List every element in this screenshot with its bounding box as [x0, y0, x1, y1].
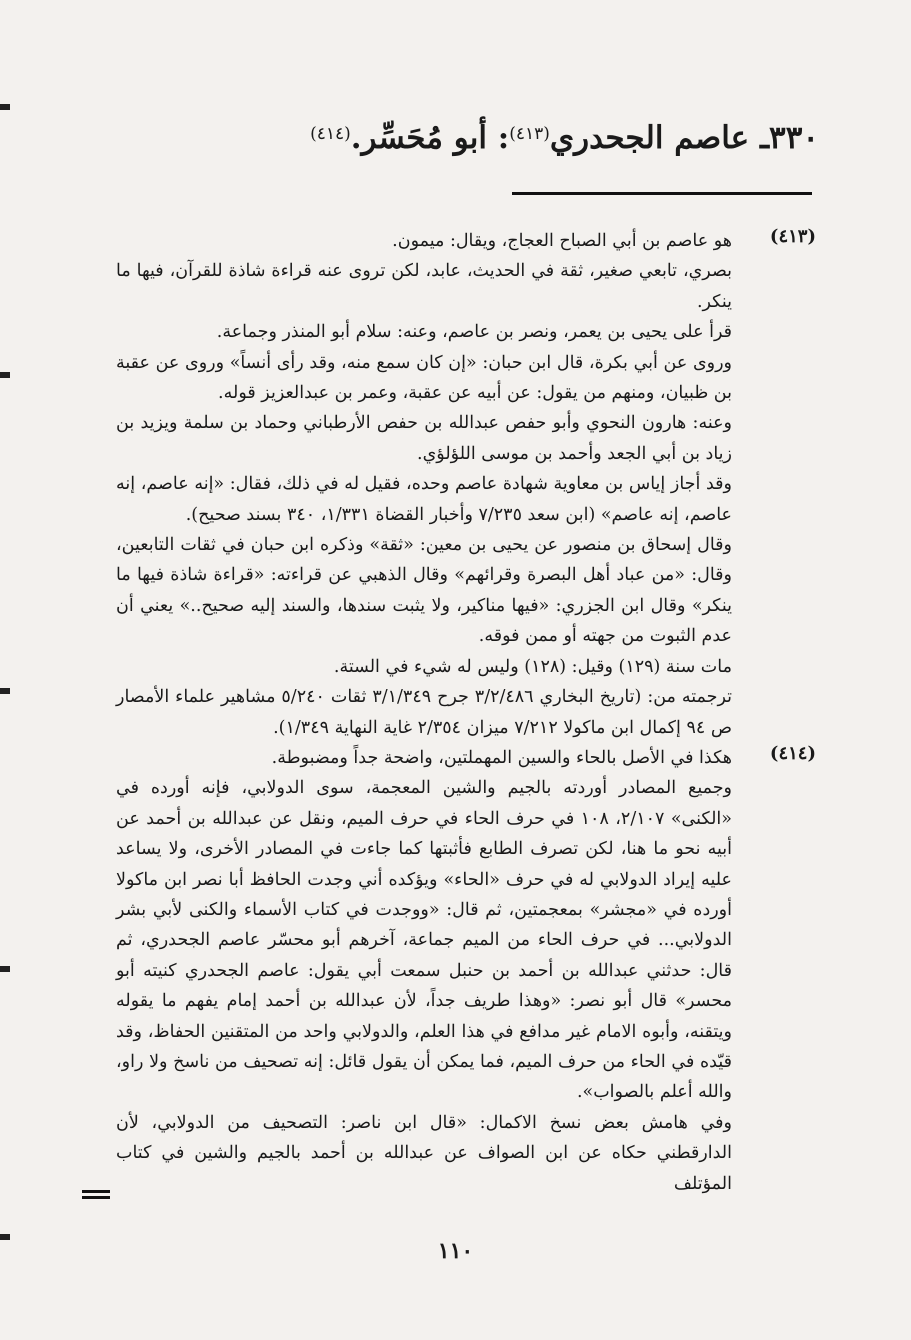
entry-number: ٣٣٠ [769, 120, 819, 156]
scan-mark [0, 688, 10, 694]
entry-name: ـ عاصم الجحدري [549, 120, 770, 156]
footnotes [116, 226, 816, 1199]
footnote-separator [512, 192, 812, 195]
footnote-ref-413[interactable]: (٤١٣) [509, 124, 550, 144]
scan-mark [0, 104, 10, 110]
footnote-413 [116, 226, 816, 743]
footnote-paragraph: وروى عن أبي بكرة، قال ابن حبان: «إن كان سمع منه، وقد رأى أنساً» وروى عن عقبة بن ظبيان، ومنهم من يقول: عن أبيه عن عقبة، وعمر بن عبدالعزيز قوله. [116, 352, 732, 404]
scan-mark [0, 966, 10, 972]
footnote-paragraph: وجميع المصادر أوردته بالجيم والشين المعجمة، سوى الدولابي، فإنه أورده في «الكنى» ٢/١٠٧، ١٠٨ في حرف الحاء في حرف الميم، ونقل عن عبدالله بن أحمد عن أبيه نحو ما هنا، لكن تصرف الطابع فأثبتها كما جاءت في المصادر الأخرى، ولا يساعد عليه إيراد الدولابي له في حرف «الحاء» ويؤكده أني وجدت الحافظ أبا نصر ابن ماكولا أورده في «مجشر» بمعجمتين، ثم قال: «ووجدت في كتاب الأسماء والكنى لأبي بشر الدولابي... في حرف الحاء من الميم جماعة، آخرهم أبو محسّر عاصم الجحدري، ثم قال: حدثني عبدالله بن أحمد بن حنبل سمعت أبي يقول: عاصم الجحدري كنيته أبو محسر» قال أبو نصر: «وهذا طريف جداً، لأن عبدالله بن أحمد إمام يفهم ما يقوله ويتقنه، وأبوه الامام غير مدافع في هذا العلم، والدولابي واحد من المتقنين الحفاظ، وقد قيّده في الحاء من حرف الميم، فما يمكن أن يقول قائل: إنه تصحيف من ناسخ ولا راو، والله أعلم بالصواب». [116, 778, 732, 1103]
entry-kunya: : أبو مُحَسِّر. [350, 120, 510, 156]
footnote-paragraph: قرأ على يحيى بن يعمر، ونصر بن عاصم، وعنه: سلام أبو المنذر وجماعة. [216, 322, 732, 343]
page-number: ١١٠ [437, 1238, 474, 1264]
footnote-number: (٤١٤) [769, 742, 816, 764]
footnote-414 [116, 743, 816, 1199]
footnote-number: (٤١٣) [769, 226, 816, 247]
footnote-body [116, 226, 732, 743]
continuation-mark [82, 1187, 110, 1202]
footnote-ref-414[interactable]: (٤١٤) [310, 124, 351, 144]
footnote-paragraph: بصري، تابعي صغير، ثقة في الحديث، عابد، لكن تروى عنه قراءة شاذة للقرآن، فيها ما ينكر. [116, 261, 732, 312]
entry-heading [119, 120, 819, 156]
footnote-paragraph: وفي هامش بعض نسخ الاكمال: «قال ابن ناصر: التصحيف من الدولابي، لأن الدارقطني حكاه عن ابن الصواف عن عبدالله بن أحمد بالجيم والشين في كتاب المؤتلف [116, 1112, 732, 1194]
footnote-paragraph: وعنه: هارون النحوي وأبو حفص عبدالله بن حفص الأرطباني وحماد بن سلمة ويزيد بن زياد بن أبي الجعد وأحمد بن موسى اللؤلؤي. [116, 413, 732, 464]
footnote-paragraph: مات سنة (١٢٩) وقيل: (١٢٨) وليس له شيء في الستة. [333, 656, 732, 677]
footnote-paragraph: هو عاصم بن أبي الصباح العجاج، ويقال: ميمون. [392, 231, 732, 251]
footnote-body [116, 743, 732, 1199]
footnote-paragraph: وقال إسحاق بن منصور عن يحيى بن معين: «ثقة» وذكره ابن حبان في ثقات التابعين، وقال: «من عباد أهل البصرة وقرائهم» وقال الذهبي عن قراءته: «قراءة شاذة فيها ما ينكر» وقال ابن الجزري: «فيها مناكير، ولا يثبت سندها، والسند إليه صحيح..» يعني أن عدم الثبوت من جهته أو ممن فوقه. [116, 535, 732, 647]
scan-mark [0, 1234, 10, 1240]
footnote-paragraph: هكذا في الأصل بالحاء والسين المهملتين، واضحة جداً ومضبوطة. [271, 747, 732, 768]
footnote-paragraph: وقد أجاز إياس بن معاوية شهادة عاصم وحده، فقيل له في ذلك، فقال: «إنه عاصم، إنه عاصم، إنه عاصم» (ابن سعد ٧/٢٣٥ وأخبار القضاة ١/٣٣١، ٣٤٠ بسند صحيح). [116, 474, 732, 525]
scan-mark [0, 372, 10, 378]
footnote-paragraph: ترجمته من: (تاريخ البخاري ٣/٢/٤٨٦ جرح ٣/١/٣٤٩ ثقات ٥/٢٤٠ مشاهير علماء الأمصار ص ٩٤ إكمال ابن ماكولا ٧/٢١٢ ميزان ٢/٣٥٤ غاية النهاية ١/٣٤٩). [116, 687, 732, 738]
